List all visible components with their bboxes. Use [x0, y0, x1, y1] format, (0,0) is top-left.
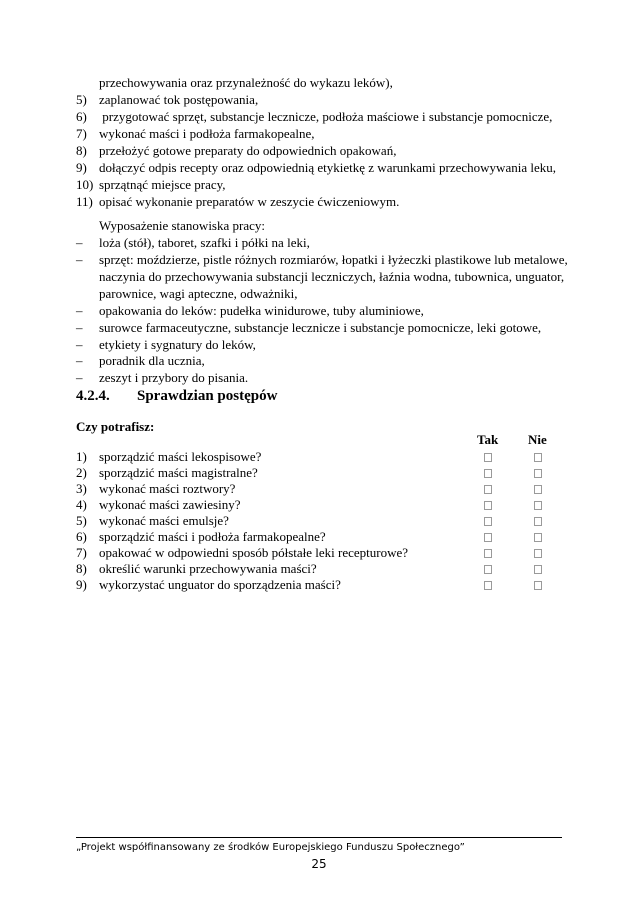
quiz-row — [76, 449, 566, 465]
column-header-yes: Tak — [477, 432, 499, 447]
checkbox-no[interactable] — [534, 501, 542, 510]
quiz-row-number: 9) — [76, 577, 87, 592]
list-item-text: przechowywania oraz przynależność do wykazu leków), — [99, 75, 393, 90]
footer-divider — [76, 837, 562, 838]
list-item-text: etykiety i sygnatury do leków, — [99, 337, 256, 352]
list-item — [76, 320, 566, 336]
list-item — [76, 177, 566, 193]
checkbox-yes[interactable] — [484, 533, 492, 542]
quiz-row-question: wykonać maści emulsje? — [99, 513, 229, 528]
checkbox-yes[interactable] — [484, 517, 492, 526]
bullet-dash: – — [76, 370, 83, 385]
list-item-text: parownice, wagi apteczne, odważniki, — [99, 286, 298, 301]
page-number: 25 — [311, 857, 327, 871]
list-item — [76, 143, 566, 159]
list-item-text: przełożyć gotowe preparaty do odpowiednich opakowań, — [99, 143, 397, 158]
list-item-text: przygotować sprzęt, substancje lecznicze, podłoża maściowe i substancje pomocnicze, — [99, 109, 553, 124]
list-item — [76, 109, 566, 125]
list-item-continuation — [76, 269, 566, 285]
list-item — [76, 160, 566, 176]
list-item — [76, 252, 566, 268]
list-item — [76, 92, 566, 108]
quiz-row — [76, 545, 566, 561]
list-item — [76, 353, 566, 369]
list-item — [76, 194, 566, 210]
checkbox-yes[interactable] — [484, 501, 492, 510]
quiz-row-number: 6) — [76, 529, 87, 544]
list-item-continuation — [76, 286, 566, 302]
list-item — [76, 303, 566, 319]
quiz-row-question: wykorzystać unguator do sporządzenia maści? — [99, 577, 341, 592]
list-item-text: poradnik dla ucznia, — [99, 353, 205, 368]
bullet-dash: – — [76, 235, 83, 250]
list-item — [76, 235, 566, 251]
checkbox-no[interactable] — [534, 453, 542, 462]
list-item-text: sprzęt: moździerze, pistle różnych rozmiarów, łopatki i łyżeczki plastikowe lub metalowe, — [99, 252, 568, 267]
quiz-row — [76, 577, 566, 593]
list-item-text: dołączyć odpis recepty oraz odpowiednią etykietkę z warunkami przechowywania leku, — [99, 160, 556, 175]
checkbox-yes[interactable] — [484, 469, 492, 478]
equipment-title: Wyposażenie stanowiska pracy: — [99, 218, 265, 233]
list-item-number: 7) — [76, 126, 87, 141]
checkbox-no[interactable] — [534, 517, 542, 526]
list-item-text: wykonać maści i podłoża farmakopealne, — [99, 126, 315, 141]
list-item-text: opisać wykonanie preparatów w zeszycie ćwiczeniowym. — [99, 194, 400, 209]
list-item-number: 9) — [76, 160, 87, 175]
checkbox-no[interactable] — [534, 533, 542, 542]
checkbox-yes[interactable] — [484, 565, 492, 574]
list-item-text: zeszyt i przybory do pisania. — [99, 370, 249, 385]
quiz-row — [76, 481, 566, 497]
bullet-dash: – — [76, 353, 83, 368]
bullet-dash: – — [76, 337, 83, 352]
list-item-text: zaplanować tok postępowania, — [99, 92, 259, 107]
checkbox-yes[interactable] — [484, 549, 492, 558]
list-item — [76, 370, 566, 386]
checkbox-yes[interactable] — [484, 581, 492, 590]
list-item-text: loża (stół), taboret, szafki i półki na leki, — [99, 235, 310, 250]
list-item-text: naczynia do przechowywania substancji leczniczych, łaźnia wodna, tubownica, unguator, — [99, 269, 565, 284]
equipment-title-line — [76, 218, 566, 234]
quiz-prompt: Czy potrafisz: — [76, 419, 155, 434]
section-title: Sprawdzian postępów — [137, 388, 278, 404]
list-item-number: 6) — [76, 109, 87, 124]
list-item-number: 10) — [76, 177, 94, 192]
bullet-dash: – — [76, 252, 83, 267]
list-item-text: sprzątnąć miejsce pracy, — [99, 177, 226, 192]
steps-continuation — [76, 75, 566, 91]
section-number: 4.2.4. — [76, 388, 110, 404]
quiz-row-number: 2) — [76, 465, 87, 480]
list-item-number: 8) — [76, 143, 87, 158]
list-item-text: surowce farmaceutyczne, substancje lecznicze i substancje pomocnicze, leki gotowe, — [99, 320, 542, 335]
quiz-row-number: 5) — [76, 513, 87, 528]
checkbox-no[interactable] — [534, 581, 542, 590]
column-header-no: Nie — [528, 432, 547, 447]
quiz-row-question: wykonać maści zawiesiny? — [99, 497, 241, 512]
checkbox-yes[interactable] — [484, 453, 492, 462]
quiz-row-number: 3) — [76, 481, 87, 496]
checkbox-no[interactable] — [534, 469, 542, 478]
quiz-row-question: opakować w odpowiedni sposób półstałe leki recepturowe? — [99, 545, 409, 560]
list-item — [76, 337, 566, 353]
quiz-row — [76, 561, 566, 577]
quiz-row-number: 1) — [76, 449, 87, 464]
list-item-text: opakowania do leków: pudełka winidurowe, tuby aluminiowe, — [99, 303, 424, 318]
footer-text: „Projekt współfinansowany ze środków Europejskiego Funduszu Społecznego” — [76, 842, 465, 853]
quiz-row-number: 4) — [76, 497, 87, 512]
quiz-row-question: sporządzić maści i podłoża farmakopealne? — [99, 529, 326, 544]
checkbox-no[interactable] — [534, 565, 542, 574]
bullet-dash: – — [76, 320, 83, 335]
bullet-dash: – — [76, 303, 83, 318]
list-item-number: 5) — [76, 92, 87, 107]
quiz-row-number: 7) — [76, 545, 87, 560]
list-item-number: 11) — [76, 194, 93, 209]
quiz-row-question: sporządzić maści lekospisowe? — [99, 449, 262, 464]
quiz-row — [76, 529, 566, 545]
section-heading — [76, 386, 277, 406]
checkbox-no[interactable] — [534, 549, 542, 558]
quiz-row-question: określić warunki przechowywania maści? — [99, 561, 317, 576]
quiz-row — [76, 465, 566, 481]
checkbox-yes[interactable] — [484, 485, 492, 494]
quiz-row-question: sporządzić maści magistralne? — [99, 465, 258, 480]
quiz-row-number: 8) — [76, 561, 87, 576]
quiz-row-question: wykonać maści roztwory? — [99, 481, 236, 496]
list-item — [76, 126, 566, 142]
quiz-row — [76, 497, 566, 513]
checkbox-no[interactable] — [534, 485, 542, 494]
quiz-row — [76, 513, 566, 529]
